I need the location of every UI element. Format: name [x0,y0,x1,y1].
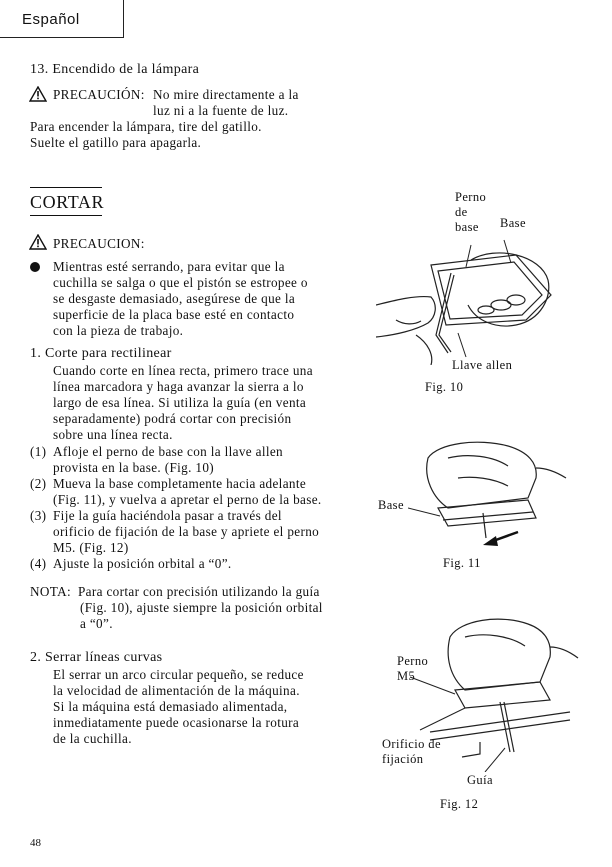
curves-line: Si la máquina está demasiado alimentada, [53,699,288,714]
note-text [78,584,323,632]
fig12-label-bolt [397,654,428,684]
language-tab-label: Español [22,11,80,28]
cut-caution-label: PRECAUCION: [53,236,145,251]
intro-line: línea marcadora y haga avanzar la sierra a lo [53,379,304,394]
cut-section-title: CORTAR [30,192,105,212]
lamp-caution-line1: No mire directamente a la [153,87,299,102]
label-line: fijación [382,752,424,766]
fig12-label-guide: Guía [467,773,493,787]
intro-line: separadamente) podrá cortar con precisión [53,411,292,426]
bullet-dot [30,262,40,272]
bullet-line: cuchilla se salga o que el pistón se estropee o [53,275,308,290]
step-number: (4) [30,556,47,571]
lamp-text-line1: Para encender la lámpara, tire del gatillo. [30,119,262,134]
fig10-illustration [376,225,566,365]
step-text [53,556,232,572]
straight-cut-intro [53,363,313,443]
bullet-line: Mientras esté serrando, para evitar que la [53,259,285,274]
curves-heading: 2. Serrar líneas curvas [30,650,163,665]
warning-icon [29,234,47,250]
bullet-line: se desgaste demasiado, asegúrese de que la [53,291,296,306]
page-number: 48 [30,837,41,849]
step-number: (2) [30,476,47,491]
note-line: Para cortar con precisión utilizando la guía [78,584,320,599]
note-line: (Fig. 10), ajuste siempre la posición orbital [80,600,323,615]
lamp-caution-line2: luz ni a la fuente de luz. [153,103,289,118]
fig12-caption: Fig. 12 [440,797,479,811]
step-text [53,508,319,556]
fig11-illustration [408,438,568,550]
lamp-caution-label: PRECAUCIÓN: [53,87,145,102]
fig10-label-key: Llave allen [452,358,513,372]
label-line: base [455,220,479,234]
step-line: orificio de fijación de la base y apriete el perno [53,524,320,539]
lamp-text-line2: Suelte el gatillo para apagarla. [30,135,202,150]
lamp-section-title: 13. Encendido de la lámpara [30,62,200,77]
curves-text [53,667,304,747]
bullet-line: superficie de la placa base esté en contacto [53,307,295,322]
step-line: Afloje el perno de base con la llave allen [53,444,284,459]
bullet-line: con la pieza de trabajo. [53,323,184,338]
fig11-label-base: Base [378,498,404,512]
fig10-caption: Fig. 10 [425,380,464,394]
intro-line: largo de esa línea. Si utiliza la guía (en venta [53,395,307,410]
note-line: a “0”. [80,616,113,631]
warning-icon [29,86,47,102]
step-text [53,444,283,476]
step-number: (1) [30,444,47,459]
step-number: (3) [30,508,47,523]
section-rule-top [30,187,102,188]
language-tab [0,0,124,38]
step-line: provista en la base. (Fig. 10) [53,460,215,475]
step-line: Ajuste la posición orbital a “0”. [53,556,232,571]
step-line: M5. (Fig. 12) [53,540,129,555]
note-label: NOTA: [30,584,71,599]
section-rule-bottom [30,215,102,216]
fig10-label-base: Base [500,216,526,230]
curves-line: inmediatamente puede ocasionarse la rotura [53,715,300,730]
intro-line: Cuando corte en línea recta, primero trace una [53,363,313,378]
label-line: Perno [397,654,429,668]
fig11-caption: Fig. 11 [443,556,481,570]
intro-line: sobre una línea recta. [53,427,173,442]
straight-cut-heading: 1. Corte para rectilinear [30,346,172,361]
step-line: Fije la guía haciéndola pasar a través del [53,508,282,523]
curves-line: de la cuchilla. [53,731,132,746]
curves-line: la velocidad de alimentación de la máquina. [53,683,300,698]
fig12-label-hole [382,737,441,767]
label-line: Perno [455,190,487,204]
bullet-paragraph [53,259,335,339]
step-line: (Fig. 11), y vuelva a apretar el perno de la base. [53,492,322,507]
label-line: de [455,205,468,219]
curves-line: El serrar un arco circular pequeño, se reduce [53,667,304,682]
label-line: Orificio de [382,737,441,751]
fig10-label-bolt [455,190,486,235]
step-text [53,476,322,508]
step-line: Mueva la base completamente hacia adelante [53,476,307,491]
label-line: M5 [397,669,416,683]
